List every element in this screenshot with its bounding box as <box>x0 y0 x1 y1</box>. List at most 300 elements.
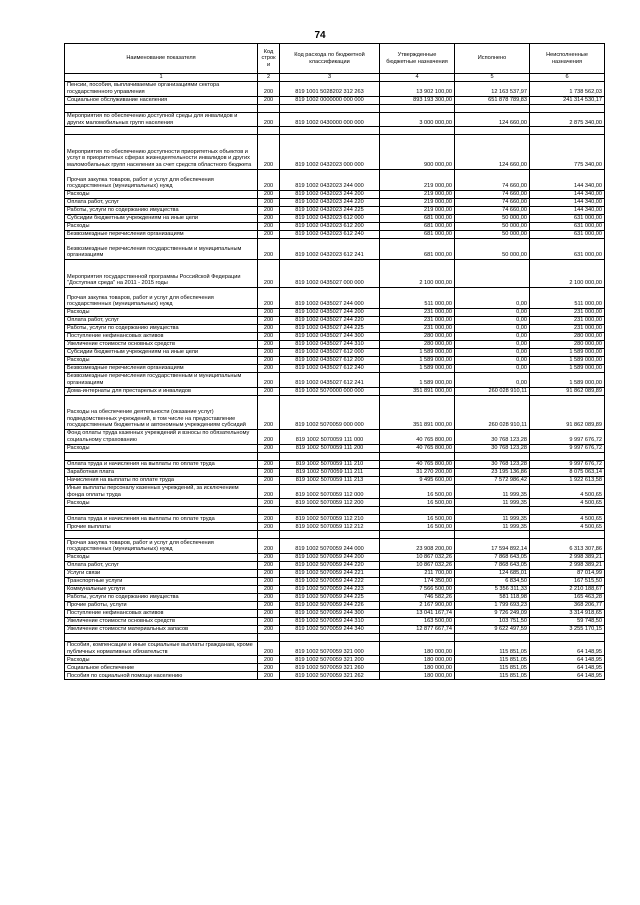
budget-code-cell <box>280 452 380 460</box>
unexecuted-amount-cell: 4 500,65 <box>530 523 605 531</box>
executed-amount-cell: 74 660,00 <box>455 169 530 190</box>
header-budget-code: Код расхода по бюджетной классификации <box>280 44 380 74</box>
unexecuted-amount-cell: 368 206,77 <box>530 601 605 609</box>
column-number: 1 <box>65 74 258 82</box>
executed-amount-cell: 7 868 643,05 <box>455 553 530 561</box>
table-row <box>65 348 605 356</box>
header-unexecuted: Неисполненные назначения <box>530 44 605 74</box>
executed-amount-cell <box>455 452 530 460</box>
approved-amount-cell: 9 495 600,00 <box>380 476 455 484</box>
indicator-name-cell: Коммунальные услуги <box>65 585 258 593</box>
approved-amount-cell: 231 000,00 <box>380 316 455 324</box>
unexecuted-amount-cell: 1 589 000,00 <box>530 372 605 387</box>
budget-code-cell: 819 1002 5070059 111 000 <box>280 429 380 444</box>
approved-amount-cell: 31 270 200,00 <box>380 468 455 476</box>
executed-amount-cell: 581 118,98 <box>455 593 530 601</box>
line-code-cell: 200 <box>258 585 280 593</box>
indicator-name-cell: Субсидии бюджетным учреждениям на иные цели <box>65 214 258 222</box>
table-row <box>65 222 605 230</box>
unexecuted-amount-cell <box>530 104 605 112</box>
unexecuted-amount-cell: 631 000,00 <box>530 222 605 230</box>
executed-amount-cell: 115 851,05 <box>455 656 530 664</box>
table-row <box>65 340 605 348</box>
budget-code-cell: 819 1002 5070059 321 260 <box>280 664 380 672</box>
budget-code-cell: 819 1002 0432023 612 241 <box>280 238 380 259</box>
budget-code-cell: 819 1002 5070059 111 211 <box>280 468 380 476</box>
table-row <box>65 316 605 324</box>
unexecuted-amount-cell: 144 340,00 <box>530 190 605 198</box>
line-code-cell <box>258 104 280 112</box>
line-code-cell: 200 <box>258 577 280 585</box>
budget-code-cell: 819 1002 0435027 244 200 <box>280 308 380 316</box>
budget-code-cell: 819 1002 0432023 612 240 <box>280 230 380 238</box>
indicator-name-cell: Дома-интернаты для престарелых и инвалидов <box>65 387 258 395</box>
line-code-cell: 200 <box>258 641 280 656</box>
indicator-name-cell: Расходы <box>65 356 258 364</box>
executed-amount-cell: 124 685,01 <box>455 569 530 577</box>
budget-code-cell: 819 1002 0432023 612 000 <box>280 214 380 222</box>
table-row <box>65 356 605 364</box>
budget-code-cell: 819 1002 5070059 112 210 <box>280 515 380 523</box>
approved-amount-cell: 511 000,00 <box>380 287 455 308</box>
unexecuted-amount-cell: 631 000,00 <box>530 214 605 222</box>
indicator-name-cell: Иные выплаты персоналу казенных учреждений, за исключением фонда оплаты труда <box>65 484 258 499</box>
unexecuted-amount-cell: 64 148,95 <box>530 664 605 672</box>
executed-amount-cell: 12 163 537,97 <box>455 82 530 97</box>
approved-amount-cell: 10 867 032,26 <box>380 561 455 569</box>
header-indicator-name: Наименование показателя <box>65 44 258 74</box>
budget-code-cell: 819 1002 5070059 244 000 <box>280 539 380 554</box>
executed-amount-cell: 7 572 986,42 <box>455 476 530 484</box>
budget-code-cell: 819 1002 5070059 111 210 <box>280 460 380 468</box>
indicator-name-cell: Безвозмездные перечисления организациям <box>65 230 258 238</box>
unexecuted-amount-cell: 1 589 000,00 <box>530 364 605 372</box>
approved-amount-cell: 163 500,00 <box>380 617 455 625</box>
executed-amount-cell: 50 000,00 <box>455 238 530 259</box>
indicator-name-cell: Расходы <box>65 499 258 507</box>
indicator-name-cell: Прочие выплаты <box>65 523 258 531</box>
unexecuted-amount-cell: 1 589 000,00 <box>530 348 605 356</box>
line-code-cell: 200 <box>258 387 280 395</box>
table-row <box>65 609 605 617</box>
line-code-cell: 200 <box>258 664 280 672</box>
table-body <box>65 82 605 680</box>
unexecuted-amount-cell: 241 314 530,17 <box>530 96 605 104</box>
line-code-cell: 200 <box>258 499 280 507</box>
executed-amount-cell: 651 878 789,83 <box>455 96 530 104</box>
budget-code-cell: 819 1002 0435027 612 240 <box>280 364 380 372</box>
unexecuted-amount-cell: 64 148,95 <box>530 656 605 664</box>
unexecuted-amount-cell: 144 340,00 <box>530 206 605 214</box>
unexecuted-amount-cell: 2 998 389,21 <box>530 553 605 561</box>
indicator-name-cell: Работы, услуги по содержанию имущества <box>65 324 258 332</box>
line-code-cell: 200 <box>258 230 280 238</box>
unexecuted-amount-cell: 9 997 676,72 <box>530 429 605 444</box>
table-row <box>65 523 605 531</box>
budget-code-cell: 819 1002 5070059 244 222 <box>280 577 380 585</box>
table-row <box>65 332 605 340</box>
table-row <box>65 625 605 633</box>
budget-code-cell: 819 1002 0435027 612 000 <box>280 348 380 356</box>
table-row <box>65 82 605 97</box>
indicator-name-cell: Услуги связи <box>65 569 258 577</box>
indicator-name-cell: Мероприятия по обеспечению доступности приоритетных объектов и услуг в приоритетных сферах жизнедеятельности инвалидов и других маломобильных групп населения за счет средств областного бюджета <box>65 135 258 169</box>
budget-code-cell: 819 1002 0432023 244 000 <box>280 169 380 190</box>
table-header-row <box>65 44 605 74</box>
table-row <box>65 531 605 539</box>
table-row <box>65 198 605 206</box>
unexecuted-amount-cell: 144 340,00 <box>530 169 605 190</box>
executed-amount-cell: 11 999,35 <box>455 515 530 523</box>
approved-amount-cell: 211 700,00 <box>380 569 455 577</box>
unexecuted-amount-cell: 231 000,00 <box>530 308 605 316</box>
indicator-name-cell: Прочие работы, услуги <box>65 601 258 609</box>
approved-amount-cell <box>380 531 455 539</box>
budget-code-cell: 819 1002 5070059 244 223 <box>280 585 380 593</box>
indicator-name-cell: Пособия, компенсации и иные социальные выплаты гражданам, кроме публичных нормативных обязательств <box>65 641 258 656</box>
executed-amount-cell <box>455 507 530 515</box>
unexecuted-amount-cell: 167 515,50 <box>530 577 605 585</box>
executed-amount-cell <box>455 104 530 112</box>
indicator-name-cell: Оплата работ, услуг <box>65 198 258 206</box>
page-number: 74 <box>314 30 326 41</box>
indicator-name-cell: Расходы <box>65 656 258 664</box>
approved-amount-cell: 231 000,00 <box>380 324 455 332</box>
table-row <box>65 135 605 169</box>
indicator-name-cell: Безвозмездные перечисления государственным и муниципальным организациям <box>65 372 258 387</box>
executed-amount-cell: 103 751,50 <box>455 617 530 625</box>
line-code-cell: 200 <box>258 82 280 97</box>
executed-amount-cell: 74 660,00 <box>455 206 530 214</box>
indicator-name-cell: Социальное обеспечение <box>65 664 258 672</box>
budget-code-cell: 819 1002 0435027 244 220 <box>280 316 380 324</box>
line-code-cell: 200 <box>258 601 280 609</box>
line-code-cell: 200 <box>258 561 280 569</box>
line-code-cell: 200 <box>258 539 280 554</box>
column-number: 6 <box>530 74 605 82</box>
budget-execution-table <box>64 43 605 680</box>
table-row <box>65 664 605 672</box>
executed-amount-cell: 260 028 910,11 <box>455 395 530 429</box>
approved-amount-cell: 1 589 000,00 <box>380 364 455 372</box>
executed-amount-cell: 115 851,05 <box>455 672 530 680</box>
table-row <box>65 104 605 112</box>
table-row <box>65 214 605 222</box>
table-row <box>65 569 605 577</box>
approved-amount-cell: 10 867 032,26 <box>380 553 455 561</box>
table-row <box>65 553 605 561</box>
unexecuted-amount-cell: 631 000,00 <box>530 238 605 259</box>
line-code-cell: 200 <box>258 656 280 664</box>
unexecuted-amount-cell: 87 014,99 <box>530 569 605 577</box>
line-code-cell <box>258 531 280 539</box>
unexecuted-amount-cell: 280 000,00 <box>530 332 605 340</box>
table-row <box>65 429 605 444</box>
budget-code-cell: 819 1002 5070059 244 226 <box>280 601 380 609</box>
unexecuted-amount-cell: 91 862 089,89 <box>530 387 605 395</box>
line-code-cell: 200 <box>258 553 280 561</box>
budget-code-cell: 819 1002 0432023 612 200 <box>280 222 380 230</box>
budget-code-cell: 819 1002 5070059 244 221 <box>280 569 380 577</box>
budget-code-cell <box>280 104 380 112</box>
budget-code-cell: 819 1002 0435027 244 300 <box>280 332 380 340</box>
table-row <box>65 601 605 609</box>
unexecuted-amount-cell <box>530 127 605 135</box>
unexecuted-amount-cell: 775 340,00 <box>530 135 605 169</box>
executed-amount-cell: 11 999,35 <box>455 499 530 507</box>
executed-amount-cell: 11 999,35 <box>455 523 530 531</box>
approved-amount-cell <box>380 633 455 641</box>
table-row <box>65 112 605 127</box>
approved-amount-cell: 7 566 500,00 <box>380 585 455 593</box>
executed-amount-cell: 0,00 <box>455 308 530 316</box>
indicator-name-cell: Работы, услуги по содержанию имущества <box>65 593 258 601</box>
approved-amount-cell: 681 000,00 <box>380 222 455 230</box>
budget-code-cell: 819 1002 0432023 244 200 <box>280 190 380 198</box>
unexecuted-amount-cell: 280 000,00 <box>530 340 605 348</box>
table-row <box>65 593 605 601</box>
executed-amount-cell: 1 799 693,23 <box>455 601 530 609</box>
line-code-cell <box>258 633 280 641</box>
line-code-cell: 200 <box>258 190 280 198</box>
approved-amount-cell: 746 582,26 <box>380 593 455 601</box>
executed-amount-cell: 23 195 136,86 <box>455 468 530 476</box>
table-row <box>65 633 605 641</box>
approved-amount-cell <box>380 507 455 515</box>
table-row <box>65 395 605 429</box>
budget-code-cell: 819 1002 5070059 111 200 <box>280 444 380 452</box>
indicator-name-cell: Оплата труда и начисления на выплаты по оплате труда <box>65 515 258 523</box>
table-row <box>65 476 605 484</box>
unexecuted-amount-cell: 64 148,95 <box>530 641 605 656</box>
indicator-name-cell: Заработная плата <box>65 468 258 476</box>
indicator-name-cell <box>65 633 258 641</box>
line-code-cell: 200 <box>258 395 280 429</box>
header-executed: Исполнено <box>455 44 530 74</box>
unexecuted-amount-cell: 64 148,95 <box>530 672 605 680</box>
executed-amount-cell: 7 868 643,05 <box>455 561 530 569</box>
executed-amount-cell <box>455 259 530 287</box>
executed-amount-cell: 124 660,00 <box>455 135 530 169</box>
line-code-cell: 200 <box>258 96 280 104</box>
header-line-code: Код строк и <box>258 44 280 74</box>
budget-code-cell: 819 1002 0000000 000 000 <box>280 96 380 104</box>
budget-code-cell: 819 1002 5070059 111 213 <box>280 476 380 484</box>
unexecuted-amount-cell: 231 000,00 <box>530 316 605 324</box>
unexecuted-amount-cell: 91 862 089,89 <box>530 395 605 429</box>
budget-code-cell: 819 1002 0435027 612 200 <box>280 356 380 364</box>
unexecuted-amount-cell <box>530 531 605 539</box>
approved-amount-cell: 1 589 000,00 <box>380 356 455 364</box>
unexecuted-amount-cell: 1 738 562,03 <box>530 82 605 97</box>
column-number-row <box>65 74 605 82</box>
executed-amount-cell: 0,00 <box>455 316 530 324</box>
approved-amount-cell: 681 000,00 <box>380 238 455 259</box>
approved-amount-cell: 13 041 167,74 <box>380 609 455 617</box>
approved-amount-cell: 351 891 000,00 <box>380 387 455 395</box>
budget-code-cell: 819 1002 0430000 000 000 <box>280 112 380 127</box>
unexecuted-amount-cell: 231 000,00 <box>530 324 605 332</box>
budget-code-cell: 819 1002 5070059 112 200 <box>280 499 380 507</box>
budget-code-cell: 819 1002 5070059 321 000 <box>280 641 380 656</box>
approved-amount-cell: 280 000,00 <box>380 340 455 348</box>
line-code-cell: 200 <box>258 468 280 476</box>
approved-amount-cell: 16 500,00 <box>380 515 455 523</box>
indicator-name-cell: Расходы <box>65 222 258 230</box>
unexecuted-amount-cell <box>530 507 605 515</box>
budget-code-cell: 819 1002 5070059 244 340 <box>280 625 380 633</box>
unexecuted-amount-cell: 9 997 676,72 <box>530 444 605 452</box>
indicator-name-cell: Расходы <box>65 190 258 198</box>
column-number: 3 <box>280 74 380 82</box>
executed-amount-cell <box>455 633 530 641</box>
line-code-cell: 200 <box>258 356 280 364</box>
line-code-cell: 200 <box>258 214 280 222</box>
line-code-cell <box>258 452 280 460</box>
approved-amount-cell: 681 000,00 <box>380 230 455 238</box>
line-code-cell: 200 <box>258 222 280 230</box>
line-code-cell <box>258 507 280 515</box>
indicator-name-cell: Фонд оплаты труда казенных учреждений и взносы по обязательному социальному страхованию <box>65 429 258 444</box>
approved-amount-cell: 351 891 000,00 <box>380 395 455 429</box>
line-code-cell: 200 <box>258 569 280 577</box>
table-row <box>65 577 605 585</box>
budget-code-cell <box>280 507 380 515</box>
approved-amount-cell: 16 500,00 <box>380 523 455 531</box>
line-code-cell: 200 <box>258 484 280 499</box>
table-row <box>65 230 605 238</box>
table-row <box>65 96 605 104</box>
approved-amount-cell: 180 000,00 <box>380 641 455 656</box>
approved-amount-cell: 219 000,00 <box>380 206 455 214</box>
approved-amount-cell <box>380 452 455 460</box>
table-row <box>65 585 605 593</box>
approved-amount-cell: 231 000,00 <box>380 308 455 316</box>
indicator-name-cell: Безвозмездные перечисления государственным и муниципальным организациям <box>65 238 258 259</box>
budget-code-cell: 819 1002 0432023 244 220 <box>280 198 380 206</box>
line-code-cell: 200 <box>258 460 280 468</box>
approved-amount-cell: 280 000,00 <box>380 332 455 340</box>
budget-code-cell: 819 1002 5070059 112 212 <box>280 523 380 531</box>
executed-amount-cell: 30 768 123,28 <box>455 429 530 444</box>
executed-amount-cell: 0,00 <box>455 372 530 387</box>
indicator-name-cell: Оплата работ, услуг <box>65 316 258 324</box>
table-row <box>65 617 605 625</box>
table-row <box>65 127 605 135</box>
header-approved: Утвержденные бюджетные назначения <box>380 44 455 74</box>
executed-amount-cell: 30 768 123,28 <box>455 444 530 452</box>
indicator-name-cell <box>65 127 258 135</box>
budget-code-cell: 819 1002 5070059 000 000 <box>280 395 380 429</box>
table-row <box>65 468 605 476</box>
indicator-name-cell: Увеличение стоимости материальных запасов <box>65 625 258 633</box>
table-row <box>65 672 605 680</box>
approved-amount-cell: 3 000 000,00 <box>380 112 455 127</box>
table-row <box>65 561 605 569</box>
unexecuted-amount-cell: 59 748,50 <box>530 617 605 625</box>
line-code-cell: 200 <box>258 348 280 356</box>
budget-code-cell: 819 1002 0435027 244 310 <box>280 340 380 348</box>
line-code-cell: 200 <box>258 364 280 372</box>
table-row <box>65 387 605 395</box>
budget-code-cell <box>280 127 380 135</box>
table-row <box>65 206 605 214</box>
line-code-cell: 200 <box>258 238 280 259</box>
table-row <box>65 484 605 499</box>
executed-amount-cell: 0,00 <box>455 364 530 372</box>
line-code-cell: 200 <box>258 340 280 348</box>
unexecuted-amount-cell: 2 100 000,00 <box>530 259 605 287</box>
indicator-name-cell: Прочая закупка товаров, работ и услуг для обеспечения государственных (муниципальных) нужд <box>65 169 258 190</box>
table-row <box>65 308 605 316</box>
executed-amount-cell: 9 622 497,59 <box>455 625 530 633</box>
indicator-name-cell: Мероприятия государственной программы Российской Федерации "Доступная среда" на 2011 - 2015 годы <box>65 259 258 287</box>
table-row <box>65 259 605 287</box>
budget-code-cell: 819 1002 5070059 244 300 <box>280 609 380 617</box>
unexecuted-amount-cell: 165 463,28 <box>530 593 605 601</box>
approved-amount-cell: 40 765 800,00 <box>380 444 455 452</box>
approved-amount-cell: 40 765 800,00 <box>380 429 455 444</box>
unexecuted-amount-cell: 9 997 676,72 <box>530 460 605 468</box>
indicator-name-cell: Увеличение стоимости основных средств <box>65 617 258 625</box>
unexecuted-amount-cell: 1 589 000,00 <box>530 356 605 364</box>
budget-code-cell: 819 1001 5028202 312 263 <box>280 82 380 97</box>
table-row <box>65 499 605 507</box>
executed-amount-cell: 124 660,00 <box>455 112 530 127</box>
unexecuted-amount-cell <box>530 633 605 641</box>
unexecuted-amount-cell: 8 075 063,14 <box>530 468 605 476</box>
line-code-cell: 200 <box>258 169 280 190</box>
indicator-name-cell: Оплата работ, услуг <box>65 561 258 569</box>
indicator-name-cell: Расходы <box>65 308 258 316</box>
executed-amount-cell: 30 768 123,28 <box>455 460 530 468</box>
line-code-cell: 200 <box>258 372 280 387</box>
indicator-name-cell: Безвозмездные перечисления организациям <box>65 364 258 372</box>
executed-amount-cell: 0,00 <box>455 332 530 340</box>
approved-amount-cell: 12 877 667,74 <box>380 625 455 633</box>
indicator-name-cell: Расходы <box>65 444 258 452</box>
approved-amount-cell: 2 167 900,00 <box>380 601 455 609</box>
approved-amount-cell <box>380 104 455 112</box>
executed-amount-cell: 260 028 910,11 <box>455 387 530 395</box>
approved-amount-cell: 681 000,00 <box>380 214 455 222</box>
table-row <box>65 324 605 332</box>
table-row <box>65 507 605 515</box>
executed-amount-cell: 74 660,00 <box>455 190 530 198</box>
approved-amount-cell: 219 000,00 <box>380 190 455 198</box>
table-row <box>65 656 605 664</box>
line-code-cell: 200 <box>258 593 280 601</box>
approved-amount-cell: 40 765 800,00 <box>380 460 455 468</box>
table-row <box>65 460 605 468</box>
unexecuted-amount-cell: 144 340,00 <box>530 198 605 206</box>
line-code-cell: 200 <box>258 308 280 316</box>
executed-amount-cell: 0,00 <box>455 348 530 356</box>
indicator-name-cell: Социальное обслуживание населения <box>65 96 258 104</box>
indicator-name-cell: Работы, услуги по содержанию имущества <box>65 206 258 214</box>
executed-amount-cell: 11 999,35 <box>455 484 530 499</box>
indicator-name-cell: Мероприятия по обеспечению доступной среды для инвалидов и других маломобильных групп населения <box>65 112 258 127</box>
budget-code-cell: 819 1002 0432023 000 000 <box>280 135 380 169</box>
table-row <box>65 364 605 372</box>
line-code-cell: 200 <box>258 609 280 617</box>
approved-amount-cell: 16 500,00 <box>380 484 455 499</box>
executed-amount-cell: 50 000,00 <box>455 222 530 230</box>
approved-amount-cell: 893 193 300,00 <box>380 96 455 104</box>
indicator-name-cell <box>65 507 258 515</box>
unexecuted-amount-cell: 6 313 307,86 <box>530 539 605 554</box>
indicator-name-cell: Пенсии, пособия, выплачиваемые организациями сектора государственного управления <box>65 82 258 97</box>
